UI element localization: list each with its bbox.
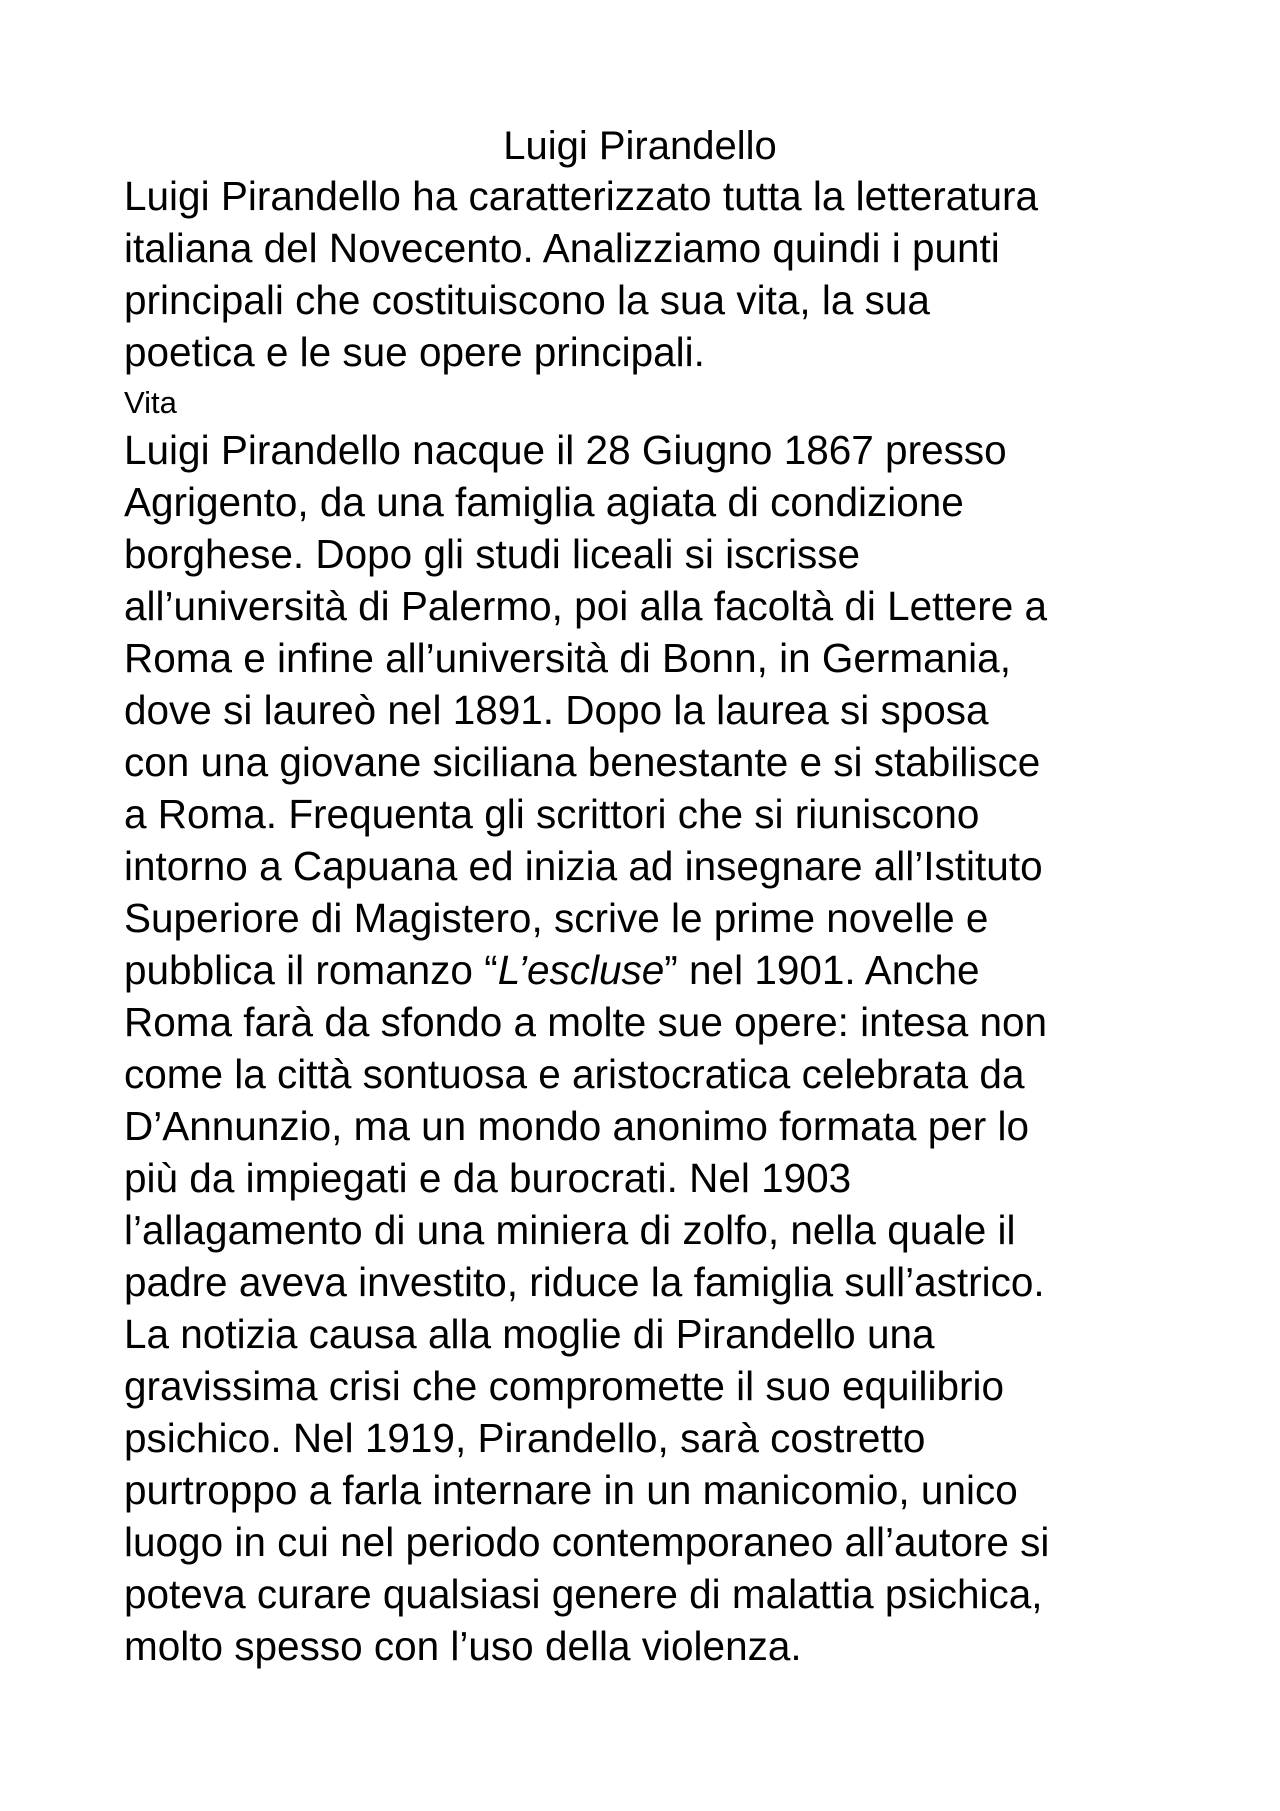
body-line: Roma farà da sfondo a molte sue opere: intesa non <box>124 999 1048 1045</box>
intro-line: Luigi Pirandello ha caratterizzato tutta la letteratura <box>124 173 1039 219</box>
intro-line: principali che costituiscono la sua vita, la sua <box>124 277 930 323</box>
body-line: Agrigento, da una famiglia agiata di condizione <box>124 479 964 525</box>
body-line: padre aveva investito, riduce la famiglia sull’astrico. <box>124 1259 1045 1305</box>
line-text-after: ” nel 1901. Anche <box>664 947 980 993</box>
body-line: D’Annunzio, ma un mondo anonimo formata per lo <box>124 1103 1030 1149</box>
body-line: Luigi Pirandello nacque il 28 Giugno 1867 presso <box>124 427 1007 473</box>
body-line: psichico. Nel 1919, Pirandello, sarà costretto <box>124 1415 926 1461</box>
body-line: a Roma. Frequenta gli scrittori che si riuniscono <box>124 791 980 837</box>
body-line: Roma e infine all’università di Bonn, in Germania, <box>124 635 1011 681</box>
body-line: borghese. Dopo gli studi liceali si iscrisse <box>124 531 861 577</box>
intro-paragraph <box>124 170 1224 378</box>
line-text-before: pubblica il romanzo “ <box>124 947 498 993</box>
novel-title: L’escluse <box>497 947 665 993</box>
body-line: luogo in cui nel periodo contemporaneo all’autore si <box>124 1519 1050 1565</box>
body-line: La notizia causa alla moglie di Pirandello una <box>124 1311 935 1357</box>
section-heading-vita: Vita <box>124 385 177 420</box>
body-line: poteva curare qualsiasi genere di malattia psichica, <box>124 1571 1043 1617</box>
body-line: l’allagamento di una miniera di zolfo, nella quale il <box>124 1207 1016 1253</box>
body-line: più da impiegati e da burocrati. Nel 1903 <box>124 1155 852 1201</box>
vita-paragraph <box>124 424 1224 1672</box>
body-line: all’università di Palermo, poi alla facoltà di Lettere a <box>124 583 1047 629</box>
document-title: Luigi Pirandello <box>503 124 777 168</box>
body-line: Superiore di Magistero, scrive le prime novelle e <box>124 895 989 941</box>
intro-line: poetica e le sue opere principali. <box>124 329 705 375</box>
body-line-with-title <box>124 944 1224 996</box>
intro-line: italiana del Novecento. Analizziamo quindi i punti <box>124 225 1000 271</box>
body-line: gravissima crisi che compromette il suo equilibrio <box>124 1363 1005 1409</box>
body-line: molto spesso con l’uso della violenza. <box>124 1623 802 1669</box>
body-line: intorno a Capuana ed inizia ad insegnare all’Istituto <box>124 843 1043 889</box>
body-line: con una giovane siciliana benestante e si stabilisce <box>124 739 1041 785</box>
body-line: come la città sontuosa e aristocratica celebrata da <box>124 1051 1025 1097</box>
body-line: dove si laureò nel 1891. Dopo la laurea si sposa <box>124 687 989 733</box>
body-line: purtroppo a farla internare in un manicomio, unico <box>124 1467 1018 1513</box>
